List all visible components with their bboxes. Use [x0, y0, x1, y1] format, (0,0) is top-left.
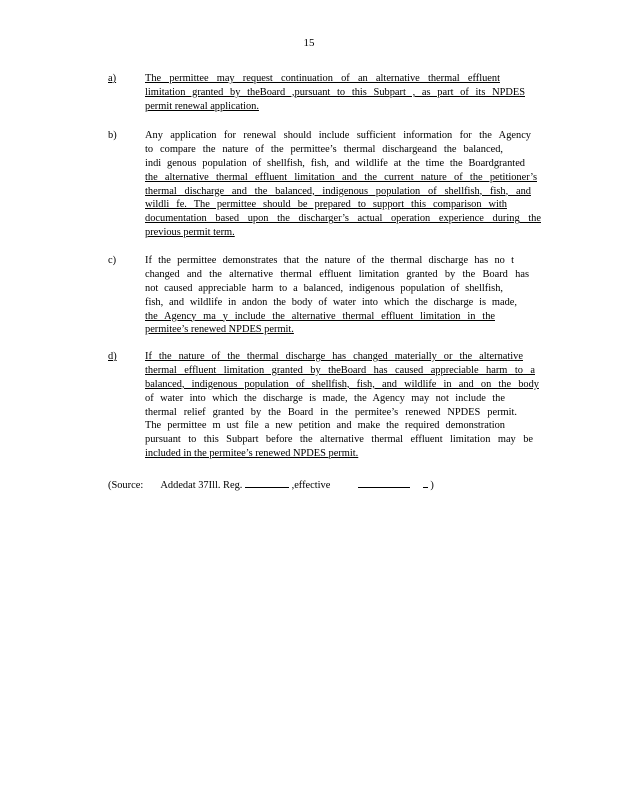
- text-line: permit renewal application.: [145, 100, 259, 112]
- text-line: Any application for renewal should include sufficient information for the Agency: [145, 130, 531, 141]
- text-line: The permittee may request continuation of an alternative thermal effluent: [145, 73, 500, 84]
- text-line: thermal effluent limitation granted by theBoard has caused appreciable harm to a: [145, 364, 535, 376]
- text-line: of water into which the discharge is made, the Agency may not include the: [145, 392, 505, 404]
- source-prefix: (Source:: [108, 480, 144, 491]
- effective-date-blank: [358, 477, 410, 488]
- text-line: If the permittee demonstrates that the nature of the thermal discharge has no t: [145, 255, 514, 266]
- text-line: fish, and wildlife in andon the body of water into which the discharge is made,: [145, 296, 517, 308]
- text-line: permitee’s renewed NPDES permit.: [145, 324, 294, 336]
- subsection-text: [145, 254, 545, 337]
- text-line: The permittee m ust file a new petition and make the required demonstration: [145, 420, 505, 432]
- text-line: the alternative thermal effluent limitation and the current nature of the petitioner’s: [145, 171, 537, 183]
- text-line: documentation based upon the discharger’s actual operation experience during the: [145, 213, 541, 225]
- source-text: Addedat 37Ill. Reg.: [160, 480, 243, 491]
- register-blank: [245, 477, 289, 488]
- source-effective: ,effective: [291, 480, 331, 491]
- text-line: limitation granted by theBoard ,pursuant to this Subpart , as part of its NPDES: [145, 86, 525, 98]
- subsection-text: [145, 129, 545, 240]
- text-line: wildli fe. The permittee should be prepared to support this comparison with: [145, 199, 507, 211]
- text-line: included in the permitee’s renewed NPDES permit.: [145, 448, 359, 460]
- subsection-marker: c): [108, 255, 117, 266]
- trailing-blank: [423, 477, 428, 488]
- subsection-text: [145, 72, 545, 114]
- page-number: 15: [303, 37, 315, 49]
- subsection-text: [145, 350, 545, 461]
- source-note: [108, 477, 434, 493]
- text-line: If the nature of the thermal discharge has changed materially or the alternative: [145, 351, 523, 362]
- text-line: thermal discharge and the balanced, indigenous population of shellfish, fish, and: [145, 185, 531, 197]
- text-line: thermal relief granted by the Board in the permitee’s renewed NPDES permit.: [145, 406, 517, 418]
- subsection-marker: b): [108, 130, 117, 141]
- text-line: pursuant to this Subpart before the alternative thermal effluent limitation may be: [145, 434, 533, 446]
- subsection-marker: a): [108, 73, 117, 84]
- text-line: the Agency ma y include the alternative thermal effluent limitation in the: [145, 310, 495, 322]
- text-line: changed and the alternative thermal effluent limitation granted by the Board has: [145, 268, 529, 280]
- text-line: previous permit term.: [145, 227, 235, 239]
- text-line: indi genous population of shellfish, fish, and wildlife at the time the Boardgranted: [145, 157, 525, 169]
- text-line: to compare the nature of the permittee’s thermal dischargeand the balanced,: [145, 143, 503, 155]
- source-suffix: ): [430, 480, 434, 491]
- text-line: balanced, indigenous population of shellfish, fish, and wildlife in and on the body: [145, 378, 539, 390]
- text-line: not caused appreciable harm to a balanced, indigenous population of shellfish,: [145, 282, 503, 294]
- subsection-marker: d): [108, 351, 117, 362]
